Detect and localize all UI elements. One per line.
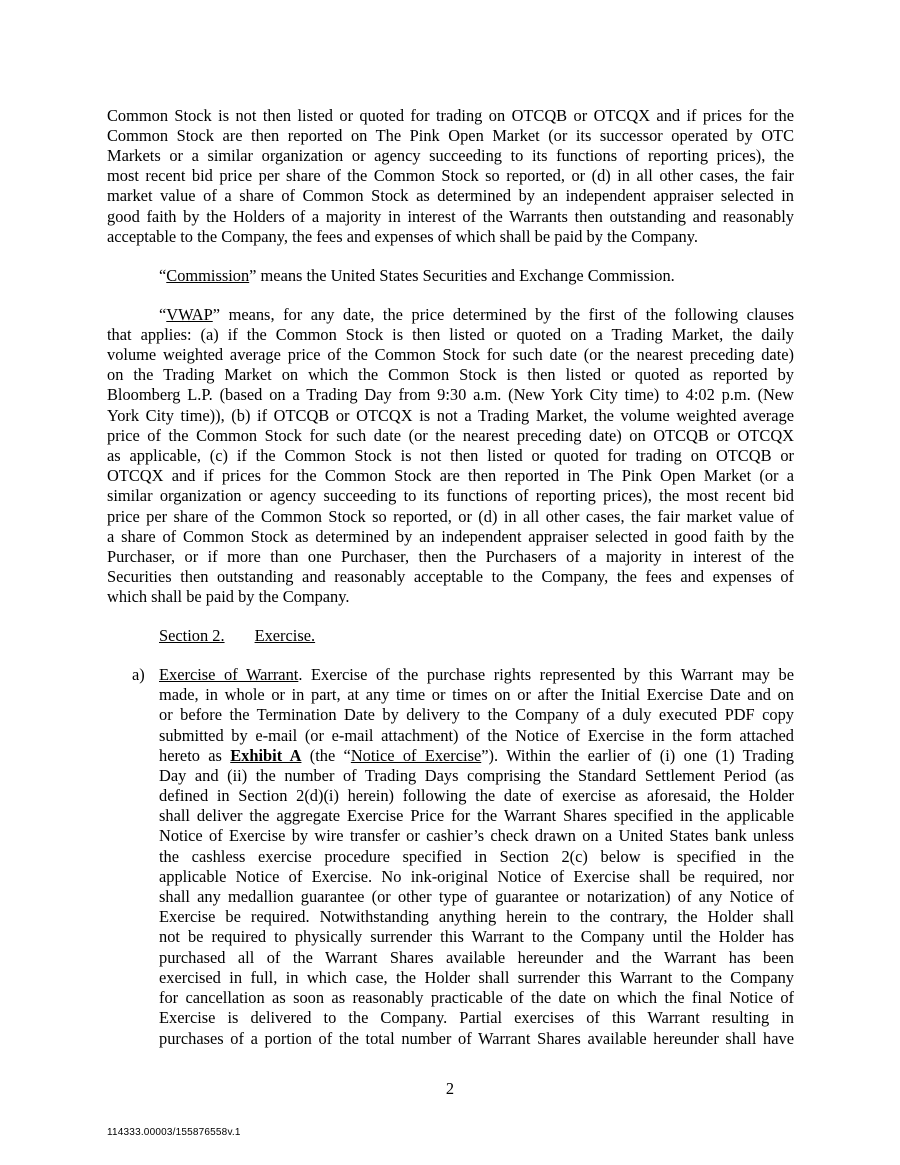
text-line: Notice of Exercise by wire transfer or cashier’s check drawn on a United States bank unless bbox=[159, 826, 794, 845]
text-line: or before the Termination Date by delivery to the Company of a duly executed PDF copy bbox=[159, 705, 794, 724]
list-marker: a) bbox=[132, 665, 145, 684]
section-heading bbox=[159, 626, 315, 646]
text-line: on the Trading Market on which the Common Stock is then listed or quoted as reported by bbox=[107, 365, 794, 384]
item-text: ”). Within the earlier of (i) one (1) Trading bbox=[481, 746, 794, 765]
text-line: purchases of a portion of the total number of Warrant Shares available hereunder shall have bbox=[159, 1029, 794, 1048]
text-line: purchased all of the Warrant Shares available hereunder and the Warrant has been bbox=[159, 948, 794, 967]
document-code: 114333.00003/155876558v.1 bbox=[107, 1127, 241, 1138]
text-line: volume weighted average price of the Common Stock for such date (or the nearest preceding date) bbox=[107, 345, 794, 364]
open-quote: “ bbox=[159, 305, 167, 324]
item-text: . Exercise of the purchase rights represented by this Warrant may be bbox=[298, 665, 794, 684]
item-text: hereto as bbox=[159, 746, 231, 765]
item-text: (the “ bbox=[301, 746, 351, 765]
text-line bbox=[159, 305, 794, 325]
text-line: defined in Section 2(d)(i) herein) following the date of exercise as aforesaid, the Holder bbox=[159, 786, 794, 805]
text-line: shall any medallion guarantee (or other type of guarantee or notarization) of any Notice of bbox=[159, 887, 794, 906]
item-heading: Exercise of Warrant bbox=[159, 665, 299, 684]
text-line: exercised in full, in which case, the Holder shall surrender this Warrant to the Company bbox=[159, 968, 794, 987]
open-quote: “ bbox=[159, 266, 167, 285]
text-line: shall deliver the aggregate Exercise Price for the Warrant Shares specified in the applicable bbox=[159, 806, 794, 825]
text-line: acceptable to the Company, the fees and expenses of which shall be paid by the Company. bbox=[107, 227, 698, 246]
text-line: Common Stock is not then listed or quoted for trading on OTCQB or OTCQX and if prices for the bbox=[107, 106, 794, 125]
text-line: as applicable, (c) if the Common Stock is not then listed or quoted for trading on OTCQB or bbox=[107, 446, 794, 465]
text-line: applicable Notice of Exercise. No ink-original Notice of Exercise shall be required, nor bbox=[159, 867, 794, 886]
defined-term-vwap: VWAP bbox=[166, 305, 213, 324]
text-line: made, in whole or in part, at any time or times on or after the Initial Exercise Date and on bbox=[159, 685, 794, 704]
text-line: not be required to physically surrender this Warrant to the Company until the Holder has bbox=[159, 927, 794, 946]
defined-term-notice-of-exercise: Notice of Exercise bbox=[350, 746, 482, 765]
definition-commission bbox=[159, 266, 794, 286]
text-line: Securities then outstanding and reasonably acceptable to the Company, the fees and expenses of bbox=[107, 567, 794, 586]
text-line: that applies: (a) if the Common Stock is then listed or quoted on a Trading Market, the daily bbox=[107, 325, 794, 344]
text-line: a share of Common Stock as determined by an independent appraiser selected in good faith by the bbox=[107, 527, 794, 546]
section-number: Section 2. bbox=[159, 626, 225, 645]
section-title: Exercise. bbox=[254, 626, 316, 645]
definition-text: ” means the United States Securities and Exchange Commission. bbox=[249, 266, 675, 285]
definition-text: ” means, for any date, the price determined by the first of the following clauses bbox=[212, 305, 794, 324]
text-line: price of the Common Stock for such date (or the nearest preceding date) on OTCQB or OTCQX bbox=[107, 426, 794, 445]
text-line bbox=[159, 665, 794, 685]
text-line: the cashless exercise procedure specified in Section 2(c) below is specified in the bbox=[159, 847, 794, 866]
defined-term-commission: Commission bbox=[166, 266, 250, 285]
text-line: Markets or a similar organization or agency succeeding to its functions of reporting prices), the bbox=[107, 146, 794, 165]
text-line: market value of a share of Common Stock as determined by an independent appraiser selected in bbox=[107, 186, 794, 205]
text-line: price per share of the Common Stock so reported, or (d) in all other cases, the fair market value of bbox=[107, 507, 794, 526]
text-line: which shall be paid by the Company. bbox=[107, 587, 350, 606]
text-line: most recent bid price per share of the Common Stock so reported, or (d) in all other cases, the fair bbox=[107, 166, 794, 185]
text-line: OTCQX and if prices for the Common Stock are then reported in The Pink Open Market (or a bbox=[107, 466, 794, 485]
text-line: good faith by the Holders of a majority in interest of the Warrants then outstanding and reasonably bbox=[107, 207, 794, 226]
text-line: Common Stock are then reported on The Pink Open Market (or its successor operated by OTC bbox=[107, 126, 794, 145]
exhibit-reference: Exhibit A bbox=[230, 746, 302, 765]
text-line: similar organization or agency succeeding to its functions of reporting prices), the most recent bid bbox=[107, 486, 794, 505]
text-line: for cancellation as soon as reasonably practicable of the date on which the final Notice of bbox=[159, 988, 794, 1007]
page-number: 2 bbox=[445, 1079, 455, 1098]
text-line: Bloomberg L.P. (based on a Trading Day from 9:30 a.m. (New York City time) to 4:02 p.m. (New bbox=[107, 385, 794, 404]
text-line: York City time)), (b) if OTCQB or OTCQX is not a Trading Market, the volume weighted average bbox=[107, 406, 794, 425]
text-line: Exercise be required. Notwithstanding anything herein to the contrary, the Holder shall bbox=[159, 907, 794, 926]
text-line: Day and (ii) the number of Trading Days comprising the Standard Settlement Period (as bbox=[159, 766, 794, 785]
text-line: Purchaser, or if more than one Purchaser, then the Purchasers of a majority in interest of the bbox=[107, 547, 794, 566]
text-line: submitted by e-mail (or e-mail attachment) of the Notice of Exercise in the form attached bbox=[159, 726, 794, 745]
text-line: Exercise is delivered to the Company. Partial exercises of this Warrant resulting in bbox=[159, 1008, 794, 1027]
text-line bbox=[159, 746, 794, 766]
